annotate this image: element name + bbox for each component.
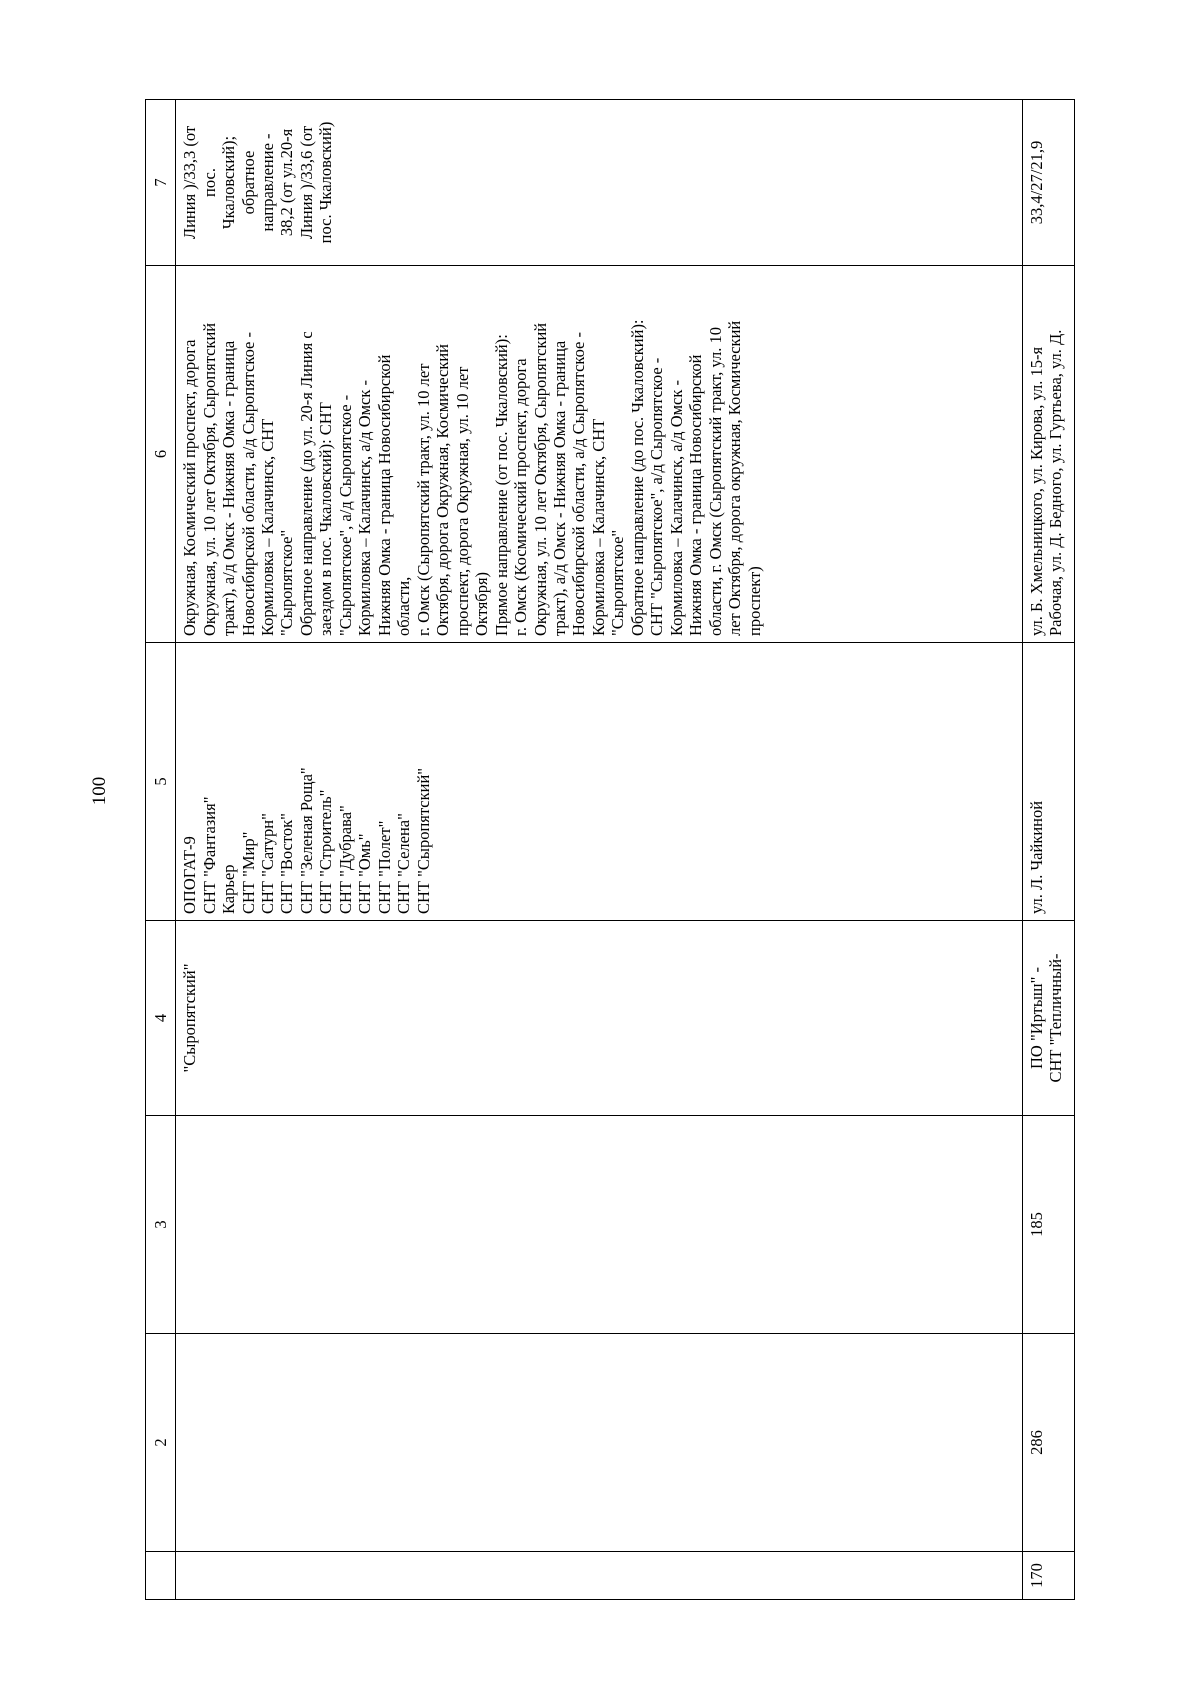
path-line: "Сыропятское" [608, 529, 628, 636]
cell-col3: 185 [1022, 1116, 1074, 1334]
cell-route-length [176, 100, 1023, 266]
route-name-line: СНТ "Тепличный- [1046, 953, 1066, 1083]
path-line: Новосибирской области, а/д Сыропятское - [238, 332, 258, 636]
table-row-170 [1022, 100, 1074, 1600]
stop-line: СНТ "Сыропятский" [413, 767, 433, 914]
cell-col3 [176, 1116, 1023, 1334]
stop-line: СНТ "Полет" [374, 820, 394, 914]
header-cell-5: 5 [146, 643, 176, 921]
header-cell-6: 6 [146, 266, 176, 643]
path-line: СНТ "Сыропятское", а/д Сыропятское - [647, 357, 667, 636]
path-line: заездом в пос. Чкаловский): СНТ [316, 402, 336, 636]
page-number: 100 [89, 776, 110, 806]
path-line: Обратное направление (до пос. Чкаловский): [627, 319, 647, 636]
header-cell-7: 7 [146, 100, 176, 266]
stop-line: СНТ "Дубрава" [335, 805, 355, 914]
path-line: тракт), а/д Омск - Нижняя Омка - граница [550, 340, 569, 636]
stop-line: СНТ "Омь" [355, 833, 375, 914]
path-line: Окружная, ул. 10 лет Октября, Сыропятский [199, 322, 219, 636]
cell-stops [176, 643, 1023, 921]
stop-line: СНТ "Селена" [394, 813, 414, 914]
path-line: лет Октября, дорога окружная, Космический [725, 320, 745, 636]
header-cell-1 [146, 1552, 176, 1600]
stop-line: Карьер [219, 864, 239, 914]
path-line: Окружная, ул. 10 лет Октября, Сыропятский [530, 322, 550, 636]
cell-col2 [176, 1334, 1023, 1552]
path-line: области, г. Омск (Сыропятский тракт, ул. 10 [705, 327, 725, 636]
cell-route-number [176, 1552, 1023, 1600]
length-line: 38,2 (от ул.20-я [277, 128, 297, 237]
cell-stops [1022, 643, 1074, 921]
stop-line: ул. Л. Чайкиной [1026, 800, 1046, 914]
stop-line: СНТ "Строитель" [316, 789, 336, 914]
cell-route-length: 33,4/27/21,9 [1022, 100, 1074, 266]
path-line: Кормиловка – Калачинск, а/д Омск - [666, 379, 686, 636]
cell-route-path [1022, 266, 1074, 643]
length-line: пос. [199, 168, 219, 197]
cell-route-name [1022, 921, 1074, 1116]
cell-route-path [176, 266, 1023, 643]
length-line: направление - [257, 133, 277, 232]
route-name-line: ПО "Иртыш" - [1026, 967, 1046, 1069]
cell-route-name [176, 921, 1023, 1116]
path-line: Кормиловка – Калачинск, СНТ [257, 418, 277, 636]
path-line: "Сыропятское" [277, 529, 297, 636]
path-line: Октября, дорога Окружная, Космический [433, 343, 453, 636]
path-line: г. Омск (Сыропятский тракт, ул. 10 лет [413, 363, 433, 636]
stop-line: СНТ "Зеленая Роща" [296, 767, 316, 914]
path-line: Прямое направление (от пос. Чкаловский): [491, 334, 511, 636]
length-line: обратное [238, 150, 258, 215]
path-line: Октября) [472, 571, 492, 636]
route-name-line: "Сыропятский" [180, 963, 200, 1073]
cell-route-number: 170 [1022, 1552, 1074, 1600]
path-line: области, [394, 576, 414, 636]
path-line: тракт), а/д Омск - Нижняя Омка - граница [219, 340, 239, 636]
length-line: пос. Чкаловский) [316, 121, 336, 244]
path-line: Кормиловка – Калачинск, СНТ [588, 418, 608, 636]
path-line: г. Омск (Космический проспект, дорога [511, 358, 531, 636]
header-cell-3: 3 [146, 1116, 176, 1334]
route-table [145, 99, 1075, 1600]
path-line: ул. Б. Хмельницкого, ул. Кирова, ул. 15-я [1026, 346, 1046, 636]
stop-line: СНТ "Мир" [238, 831, 258, 914]
table-row-continued [176, 100, 1023, 1600]
stop-line: СНТ "Сатурн" [257, 813, 277, 914]
header-row [146, 100, 176, 1600]
path-line: Обратное направление (до ул. 20-я Линия с [296, 331, 316, 636]
path-line: Кормиловка – Калачинск, а/д Омск - [355, 379, 375, 636]
path-line: проспект) [744, 566, 764, 636]
route-table-container [145, 100, 1075, 1600]
path-line: Окружная, Космический проспект, дорога [180, 339, 200, 636]
length-line: Линия )/33,3 (от [180, 125, 200, 240]
header-cell-2: 2 [146, 1334, 176, 1552]
path-line: "Сыропятское", а/д Сыропятское - [335, 394, 355, 636]
path-line: проспект, дорога Окружная, ул. 10 лет [452, 366, 472, 636]
path-line: Новосибирской области, а/д Сыропятское - [569, 332, 589, 636]
path-line: Нижняя Омка - граница Новосибирской [686, 354, 706, 636]
stop-line: СНТ "Восток" [277, 813, 297, 914]
path-line: Рабочая, ул. Д. Бедного, ул. Гуртьева, ул. Д. [1046, 329, 1066, 636]
path-line: Нижняя Омка - граница Новосибирской [374, 354, 394, 636]
length-line: Линия )/33,6 (от [296, 125, 316, 240]
stop-line: ОПОГАТ-9 [180, 836, 200, 914]
stop-line: СНТ "Фантазия" [199, 796, 219, 914]
length-line: Чкаловский); [219, 135, 239, 230]
cell-col2: 286 [1022, 1334, 1074, 1552]
header-cell-4: 4 [146, 921, 176, 1116]
